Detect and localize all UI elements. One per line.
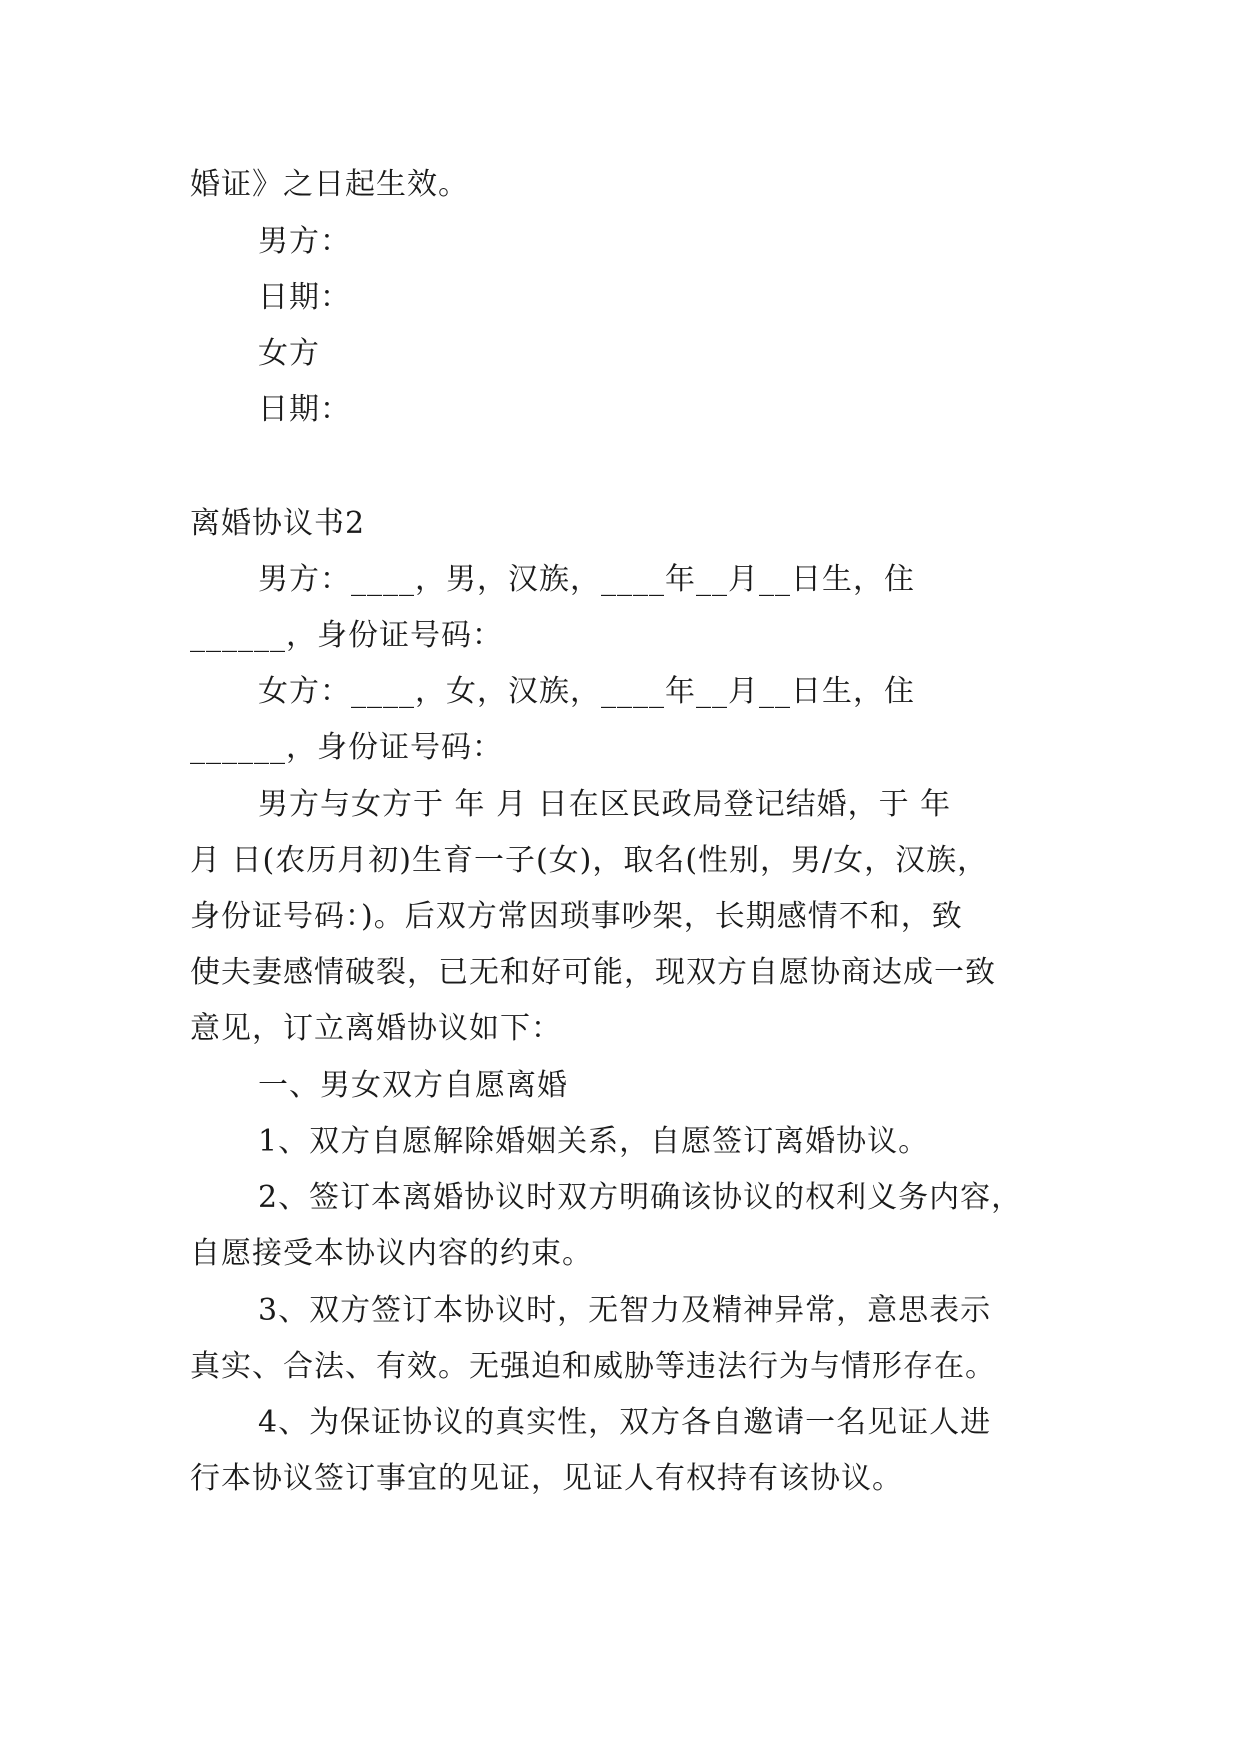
signature-label-male: 男方： [258, 224, 351, 259]
clause-item: 1、双方自愿解除婚姻关系，自愿签订离婚协议。 [258, 1124, 930, 1159]
date-label: 日期： [258, 392, 351, 427]
text-line: 身份证号码：)。后双方常因琐事吵架，长期感情不和，致 [190, 899, 963, 934]
text-line: 男方与女方于 年 月 日在区民政局登记结婚，于 年 [258, 787, 952, 822]
text-line: 月 日(农历月初)生育一子(女)，取名(性别，男/女，汉族， [190, 843, 989, 878]
text-line: 使夫妻感情破裂，已无和好可能，现双方自愿协商达成一致 [190, 955, 996, 990]
text-line: 行本协议签订事宜的见证，见证人有权持有该协议。 [190, 1461, 903, 1496]
clause-item: 4、为保证协议的真实性，双方各自邀请一名见证人进 [258, 1405, 992, 1440]
text-line: 男方：____，男，汉族，____年__月__日生，住 [258, 562, 915, 597]
section-title: 离婚协议书2 [190, 506, 366, 541]
text-line: 女方：____，女，汉族，____年__月__日生，住 [258, 674, 915, 709]
text-line: 自愿接受本协议内容的约束。 [190, 1236, 593, 1271]
text-line: ______，身份证号码： [190, 730, 503, 765]
clause-item: 3、双方签订本协议时，无智力及精神异常，意思表示 [258, 1293, 992, 1328]
text-line: ______，身份证号码： [190, 618, 503, 653]
signature-label-female: 女方 [258, 336, 320, 371]
clause-item: 2、签订本离婚协议时双方明确该协议的权利义务内容， [258, 1180, 1023, 1215]
clause-heading: 一、男女双方自愿离婚 [258, 1068, 568, 1103]
text-line: 婚证》之日起生效。 [190, 167, 469, 202]
date-label: 日期： [258, 280, 351, 315]
text-line: 意见，订立离婚协议如下： [190, 1011, 562, 1046]
text-line: 真实、合法、有效。无强迫和威胁等违法行为与情形存在。 [190, 1349, 996, 1384]
